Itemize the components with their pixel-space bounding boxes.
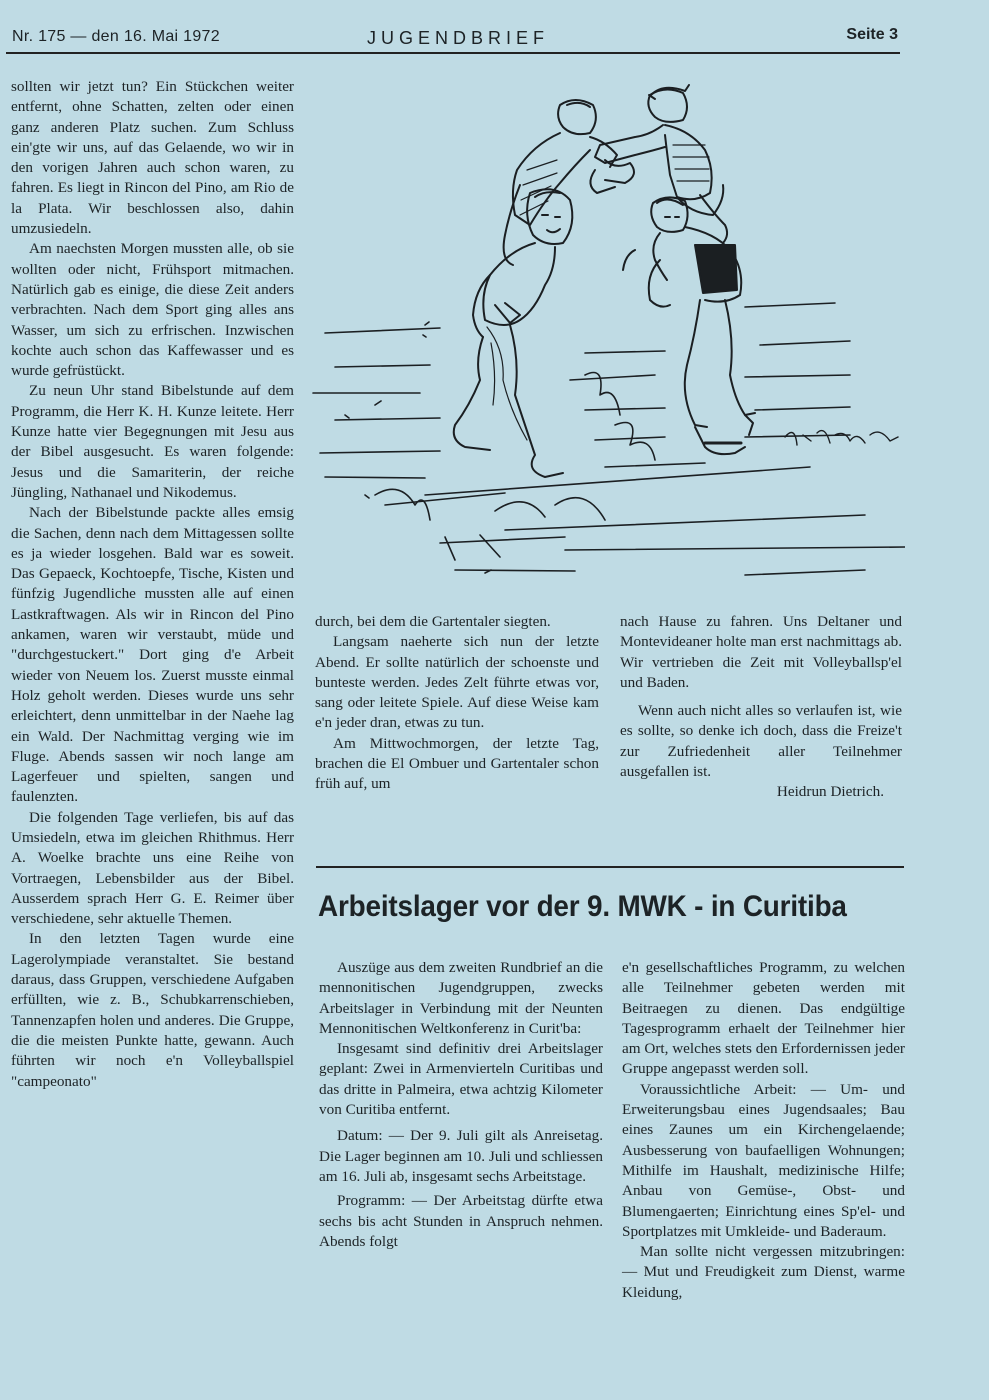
paragraph: nach Hause zu fahren. Uns Deltaner und Montevideaner holte man erst nachmittags ab. Wir vertrieben die Zeit mit Volleyballsp'el und Baden. — [620, 613, 902, 691]
author-signature: Heidrun Dietrich. — [776, 783, 884, 801]
header-rule — [6, 52, 900, 54]
paragraph: Am Mittwochmorgen, der letzte Tag, brachen die El Ombuer und Gartentaler schon früh auf, um — [315, 734, 599, 793]
paragraph: In den letzten Tagen wurde eine Lagerolympiade veranstaltet. Sie bestand daraus, dass Gruppen, verschiedene Aufgaben erfüllten, wie z. B., Schubkarrenschieben, Tannenzapfen holen und anderes. Die Gruppe, die die meisten Punkte hatte, gewann. Auch führten wir noch e'n Volleyballspiel "campeonato" — [11, 930, 294, 1090]
paragraph: Zu neun Uhr stand Bibelstunde auf dem Programm, die Herr K. H. Kunze leitete. Herr Kunze hatte vier Begegnungen mit Jesu aus der Bibel ausgesucht. Es waren folgende: Jesus und die Samariterin, der reiche Jüngling, Nathanael und Nikodemus. — [11, 382, 294, 501]
cartoon-icon — [305, 75, 905, 605]
page-header — [12, 26, 898, 54]
article2-column1 — [319, 958, 603, 1252]
paragraph: Langsam naeherte sich nun der letzte Abend. Er sollte natürlich der schoenste und bunteste werden. Jedes Zelt führte etwas vor, sang oder leitete Spiele. Auf diese Weise kam e'n jeder dran, etwas zu tun. — [315, 633, 599, 732]
section-divider — [316, 866, 904, 868]
paragraph: Am naechsten Morgen mussten alle, ob sie wollten oder nicht, Frühsport mitmachen. Natürlich gab es einige, die diese Zeit anders verbrachten. Nach dem Sport ging alles ans Wasser, um sich zu erfrischen. Inzwischen kochte auch schon das Kaffewasser und es wurde gefrüstückt. — [11, 240, 294, 380]
paragraph: Die folgenden Tage verliefen, bis auf das Umsiedeln, etwa im gleichen Rhithmus. Herr A. Woelke brachte uns eine Reihe von Vortraegen, Lebensbilder aus der Bibel. Ausserdem sprach Herr G. E. Reimer über verschiedene, sehr aktuelle Themen. — [11, 808, 294, 928]
article1-column1 — [11, 77, 294, 1092]
article1-column3 — [620, 612, 902, 803]
paragraph: e'n gesellschaftliches Programm, zu welchen alle Teilnehmer gebeten werden mit Beitraegen zu dienen. Das endgültige Tagesprogramm erhaelt der Teilnehmer hier am Ort, welches stets den Erfordernissen jeder Gruppe angepasst werden soll. — [622, 959, 905, 1078]
article1-column2 — [315, 612, 599, 795]
paragraph: Man sollte nicht vergessen mitzubringen: — Mut und Freudigkeit zum Dienst, warme Kleidung, — [622, 1243, 905, 1301]
paragraph: Voraussichtliche Arbeit: — Um- und Erweiterungsbau eines Jugendsaales; Bau eines Zaunes um ein Kirchengelaende; Ausbesserung von baufaelligen Wohnungen; Mithilfe im Haushalt, medizinische Hilfe; Anbau von Gemüse-, Obst- und Blumengaerten; Einrichtung eines Sp'el- und Sportplatzes mit Umkleide- und Baderaum. — [622, 1080, 905, 1240]
paragraph: Wenn auch nicht alles so verlaufen ist, wie es sollte, so denke ich doch, dass die Freize't zur Zufriedenheit aller Teilnehmer ausgefallen ist. — [620, 702, 902, 781]
paragraph: Nach der Bibelstunde packte alles emsig die Sachen, denn nach dem Mittagessen sollte es ja wieder losgehen. Bald war es soweit. Das Gepaeck, Kochtoepfe, Tische, Kisten und fünfzig Jugendliche mussten alle auf einen Lastkraftwagen. Als wir in Rincon del Pino ankamen, waren wir verstaubt, müde und "durchgestuckert." Dort ging d'e Arbeit wieder von Neuem los. Zuerst musste einmal Holz geholt werden. Dieses wurde uns sehr erleichtert, denn unmittelbar in der Naehe lag ein Wald. Der Nachmittag verging wie im Fluge. Abends sassen wir noch lange am Lagerfeuer und spielten, sangen und faulenzten. — [11, 504, 294, 806]
paragraph: sollten wir jetzt tun? Ein Stückchen weiter entfernt, ohne Schatten, zelten oder einen ganz anderen Platz suchen. Zum Schluss ein'gte wir uns, auf das Gelaende, wo wir in den vorigen Jahren auch schon waren, zu fahren. Es liegt in Rincon del Pino, am Rio de la Plata. Wir beschlossen also, dahin umzusiedeln. — [11, 78, 294, 238]
paragraph: Programm: — Der Arbeitstag dürfte etwa sechs bis acht Stunden in Anspruch nehmen. Abends folgt — [319, 1192, 603, 1250]
paragraph: durch, bei dem die Gartentaler siegten. — [315, 613, 551, 630]
article-headline: Arbeitslager vor der 9. MWK - in Curitiba — [318, 890, 847, 923]
page-number: Seite 3 — [846, 26, 898, 43]
paragraph: Insgesamt sind definitiv drei Arbeitslager geplant: Zwei in Armenvierteln Curitibas und das dritte in Palmeira, etwa achtzig Kilometer von Curitiba entfernt. — [319, 1040, 603, 1119]
article2-column2 — [622, 958, 905, 1303]
publication-title: JUGENDBRIEF — [367, 28, 550, 48]
issue-date: Nr. 175 — den 16. Mai 1972 — [12, 28, 220, 45]
cartoon-illustration — [305, 75, 905, 605]
paragraph: Datum: — Der 9. Juli gilt als Anreisetag. Die Lager beginnen am 10. Juli und schliessen am 16. Juli ab, insgesamt sechs Arbeitstage. — [319, 1127, 603, 1185]
paragraph: Auszüge aus dem zweiten Rundbrief an die mennonitischen Jugendgruppen, zwecks Arbeitslager in Verbindung mit der Neunten Mennonitischen Weltkonferenz in Curit'ba: — [319, 959, 603, 1037]
